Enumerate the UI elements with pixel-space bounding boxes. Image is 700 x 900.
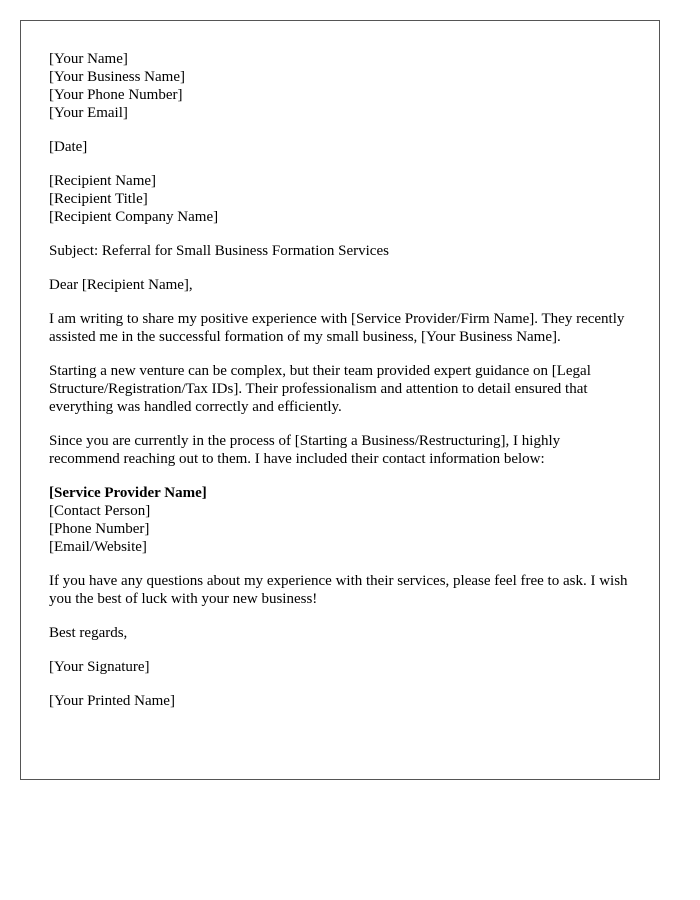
sender-name: [Your Name] (49, 51, 128, 67)
provider-contact-block (49, 484, 631, 556)
subject-line: Subject: Referral for Small Business Formation Services (49, 243, 389, 259)
recipient-name: [Recipient Name] (49, 173, 157, 189)
paragraph-guidance: Starting a new venture can be complex, but their team provided expert guidance on [Legal Structure/Registration/Tax IDs]. Their professionalism and attention to detail ensured that everything was handled correctly and efficiently. (49, 363, 591, 415)
recipient-company: [Recipient Company Name] (49, 209, 219, 225)
sender-email: [Your Email] (49, 105, 128, 121)
closing: Best regards, (49, 625, 128, 641)
letter-page (20, 20, 660, 780)
sender-address-block (49, 50, 631, 122)
sender-phone: [Your Phone Number] (49, 87, 183, 103)
paragraph-experience: I am writing to share my positive experience with [Service Provider/Firm Name]. They recently assisted me in the successful formation of my small business, [Your Business Name]. (49, 311, 625, 345)
letter-date: [Date] (49, 139, 88, 155)
salutation: Dear [Recipient Name], (49, 277, 193, 293)
paragraph-questions: If you have any questions about my experience with their services, please feel free to ask. I wish you the best of luck with your new business! (49, 573, 628, 607)
printed-name: [Your Printed Name] (49, 693, 175, 709)
recipient-address-block (49, 172, 631, 226)
provider-contact-person: [Contact Person] (49, 503, 151, 519)
provider-web: [Email/Website] (49, 539, 147, 555)
paragraph-recommendation: Since you are currently in the process of [Starting a Business/Restructuring], I highly recommend reaching out to them. I have included their contact information below: (49, 433, 561, 467)
signature: [Your Signature] (49, 659, 150, 675)
sender-business: [Your Business Name] (49, 69, 185, 85)
recipient-title: [Recipient Title] (49, 191, 148, 207)
provider-phone: [Phone Number] (49, 521, 150, 537)
date-block (49, 138, 631, 156)
provider-name: [Service Provider Name] (49, 485, 207, 501)
